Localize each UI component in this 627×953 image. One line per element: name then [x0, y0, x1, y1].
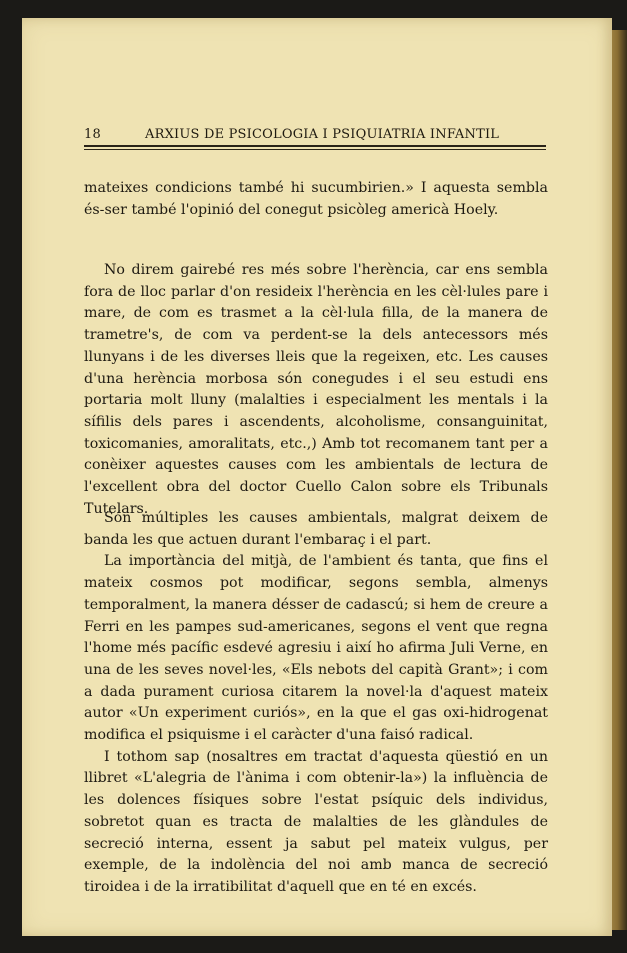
- running-title: ARXIUS DE PSICOLOGIA I PSIQUIATRIA INFANTIL: [145, 127, 500, 142]
- header-rule-thin: [84, 149, 546, 150]
- text-block-2: [84, 260, 548, 520]
- paragraph: mateixes condicions també hi sucumbirien.» I aquesta sembla és-ser també l'opinió del conegut psicòleg americà Hoely.: [84, 180, 548, 218]
- paragraph: Són múltiples les causes ambientals, malgrat deixem de banda les que actuen durant l'embaraç i el part.: [84, 510, 548, 548]
- running-header: [84, 127, 546, 147]
- header-rule: [84, 145, 546, 147]
- page-number: 18: [84, 127, 101, 142]
- text-block-1: [84, 178, 548, 221]
- paragraph: La importància del mitjà, de l'ambient és tanta, que fins el mateix cosmos pot modificar, segons sembla, almenys temporalment, la manera désser de cadascú; si hem de creure a Ferri en les pampes sud-americanes, segons el vent que regna l'home més pacífic esdevé agresiu i així ho afirma Juli Verne, en una de les seves novel·les, «Els nebots del capità Grant»; i com a dada purament curiosa citarem la novel·la d'aquest mateix autor «Un experiment curiós», en la que el gas oxi-hidrogenat modifica el psiquisme i el caràcter d'una faisó radical.: [84, 553, 548, 744]
- text-block-3: [84, 508, 548, 899]
- paragraph: No direm gairebé res més sobre l'herència, car ens sembla fora de lloc parlar d'on resideix l'herència en les cèl·lules pare i mare, de com es trasmet a la cèl·lula filla, de la manera de trametre's, de com va perdent-se la dels antecessors més llunyans i de les diverses lleis que la regeixen, etc. Les causes d'una herència morbosa són conegudes i el seu estudi ens portaria molt lluny (malalties i especialment les mentals i la sífilis dels pares i ascendents, alcoholisme, consanguinitat, toxicomanies, amoralitats, etc.,) Amb tot recomanem tant per a conèixer aquestes causes com les ambientals de lectura de l'excellent obra del doctor Cuello Calon sobre els Tribunals Tutelars.: [84, 262, 548, 517]
- paragraph: I tothom sap (nosaltres em tractat d'aquesta qüestió en un llibret «L'alegria de l'ànima i com obtenir-la») la influència de les dolences físiques sobre l'estat psíquic dels individus, sobretot quan es tracta de malalties de les glàndules de secreció interna, essent ja sabut pel mateix vulgus, per exemple, de la indolència del noi amb manca de secreció tiroidea i de la irratibilitat d'aquell que en té en excés.: [84, 748, 548, 895]
